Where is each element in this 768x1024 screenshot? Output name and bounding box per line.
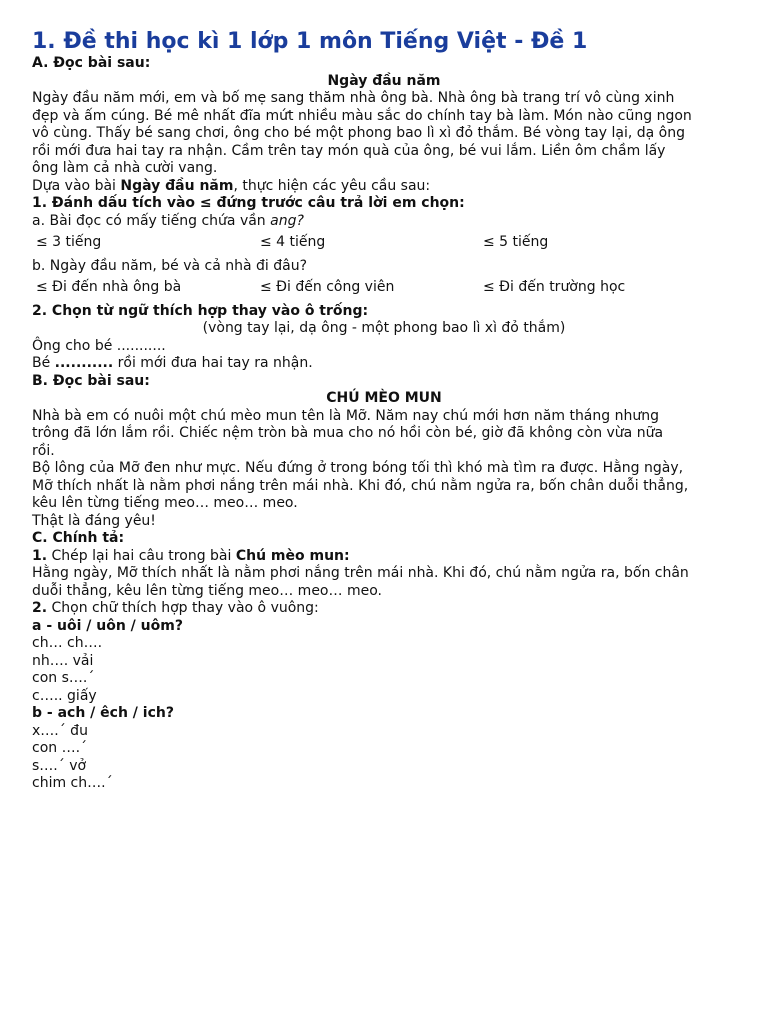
- story-b-line: Thật là đáng yêu!: [32, 512, 156, 529]
- exercise-1: [32, 548, 736, 566]
- exercise-2: [32, 600, 736, 618]
- section-b-heading: B. Đọc bài sau:: [32, 372, 150, 389]
- story-b-line: Mỡ thích nhất là nằm phơi nắng trên mái nhà. Khi đó, chú nằm ngửa ra, bốn chân duỗi thẳng,: [32, 477, 689, 494]
- question-a-rhyme: ang?: [270, 212, 304, 229]
- option-nha-ong-ba[interactable]: ≤ Đi đến nhà ông bà: [36, 279, 182, 295]
- exercise-2b-item: con ….´: [32, 740, 88, 756]
- fill-blank-line-1: Ông cho bé ...........: [32, 337, 166, 354]
- exercise-1-story-name: Chú mèo mun:: [235, 547, 350, 564]
- story-a-title: Ngày đầu năm: [327, 72, 441, 89]
- option-cong-vien[interactable]: ≤ Đi đến công viên: [260, 279, 395, 295]
- exercise-2a-item: nh…. vải: [32, 652, 94, 669]
- exercise-2a-item: ch… ch….: [32, 635, 103, 651]
- question-a-options: [32, 234, 736, 252]
- exercise-1-text: Chép lại hai câu trong bài: [47, 547, 236, 564]
- fill-blank-line-2: [32, 355, 736, 373]
- fill-blank-prefix: Bé: [32, 355, 55, 371]
- story-a-line: đẹp và ấm cúng. Bé mê nhất đĩa mứt nhiều màu sắc do chính tay bà làm. Món nào cũng ngon: [32, 107, 692, 124]
- story-b-title: CHÚ MÈO MUN: [326, 390, 442, 406]
- story-a-line: vô cùng. Thấy bé sang chơi, ông cho bé một phong bao lì xì đỏ thắm. Bé vòng tay lại, dạ ông: [32, 125, 685, 141]
- question-a: [32, 213, 736, 231]
- instruction-text-end: , thực hiện các yêu cầu sau:: [233, 177, 431, 194]
- option-truong-hoc[interactable]: ≤ Đi đến trường học: [483, 279, 626, 295]
- section-a-heading: A. Đọc bài sau:: [32, 55, 151, 71]
- story-a-body: [32, 90, 736, 178]
- story-b-body: [32, 408, 736, 531]
- question-2-word-bank: (vòng tay lại, dạ ông - một phong bao lì xì đỏ thắm): [202, 320, 566, 336]
- exercise-2a-item: c….. giấy: [32, 687, 97, 704]
- copy-line: duỗi thẳng, kêu lên từng tiếng meo… meo… meo.: [32, 582, 382, 599]
- instruction: [32, 178, 736, 196]
- question-1-heading: 1. Đánh dấu tích vào ≤ đứng trước câu trả lời em chọn:: [32, 195, 465, 211]
- exercise-2a-heading: a - uôi / uôn / uôm?: [32, 617, 183, 634]
- exercise-2-number: 2.: [32, 600, 48, 616]
- copy-line: Hằng ngày, Mỡ thích nhất là nằm phơi nắng trên mái nhà. Khi đó, chú nằm ngửa ra, bốn chân: [32, 565, 689, 581]
- exercise-2b-item: s….´ vở: [32, 757, 87, 774]
- story-b-line: rồi.: [32, 442, 55, 459]
- story-b-line: kêu lên từng tiếng meo… meo… meo.: [32, 495, 298, 511]
- option-4-tieng[interactable]: ≤ 4 tiếng: [260, 234, 326, 250]
- section-c-heading: C. Chính tả:: [32, 530, 125, 546]
- fill-blank-dots: ...........: [54, 355, 114, 371]
- instruction-text: Dựa vào bài: [32, 177, 121, 194]
- page-title: 1. Đề thi học kì 1 lớp 1 môn Tiếng Việt - Đề 1: [32, 29, 588, 54]
- story-a-line: Ngày đầu năm mới, em và bố mẹ sang thăm nhà ông bà. Nhà ông bà trang trí vô cùng xinh: [32, 90, 675, 106]
- instruction-story-name: Ngày đầu năm: [120, 177, 234, 194]
- exercise-1-number: 1.: [32, 547, 48, 564]
- option-5-tieng[interactable]: ≤ 5 tiếng: [483, 234, 549, 250]
- story-b-line: Bộ lông của Mỡ đen như mực. Nếu đứng ở trong bóng tối thì khó mà tìm ra được. Hằng ngày,: [32, 460, 684, 476]
- question-b-options: [32, 279, 736, 297]
- exercise-2b-item: chim ch….´: [32, 775, 113, 791]
- story-b-line: trông đã lớn lắm rồi. Chiếc nệm tròn bà mua cho nó hồi còn bé, giờ đã không còn vừa nữa: [32, 425, 664, 441]
- option-3-tieng[interactable]: ≤ 3 tiếng: [36, 234, 102, 250]
- exercise-2b-heading: b - ach / êch / ich?: [32, 705, 174, 721]
- story-a-line: ông làm cả nhà cười vang.: [32, 160, 218, 176]
- exercise-2b-item: x….´ đu: [32, 722, 88, 739]
- story-b-line: Nhà bà em có nuôi một chú mèo mun tên là Mỡ. Năm nay chú mới hơn năm tháng nhưng: [32, 407, 659, 424]
- exercise-2a-item: con s….´: [32, 670, 95, 686]
- story-a-line: rồi mới đưa hai tay ra nhận. Cầm trên tay món quà của ông, bé vui lắm. Liền ôm chầm lấy: [32, 142, 666, 159]
- fill-blank-suffix: rồi mới đưa hai tay ra nhận.: [113, 355, 313, 371]
- exercise-2-text: Chọn chữ thích hợp thay vào ô vuông:: [47, 600, 319, 616]
- question-b: b. Ngày đầu năm, bé và cả nhà đi đâu?: [32, 257, 308, 274]
- question-a-text: a. Bài đọc có mấy tiếng chứa vần: [32, 212, 271, 229]
- question-2-heading: 2. Chọn từ ngữ thích hợp thay vào ô trống:: [32, 302, 369, 319]
